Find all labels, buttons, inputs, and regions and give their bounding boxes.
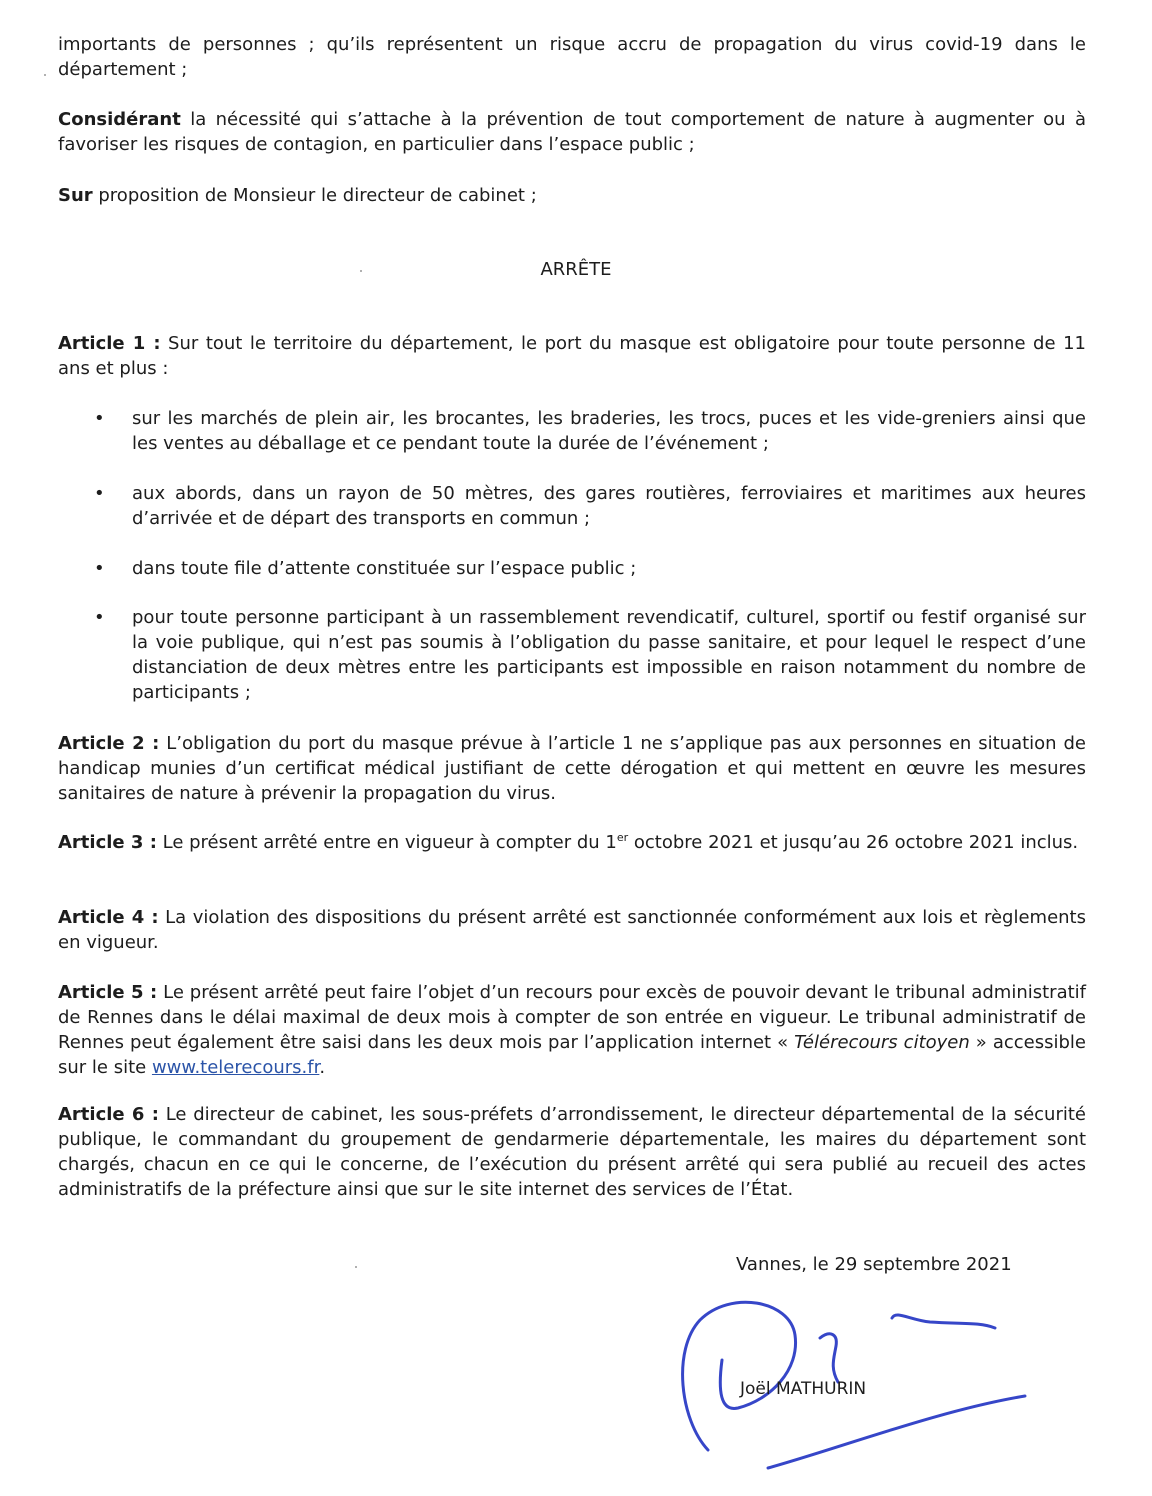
telerecours-app-name: Télérecours citoyen <box>794 1032 970 1053</box>
article-4-lead: Article 4 : <box>58 907 159 928</box>
sur-lead: Sur <box>58 185 93 206</box>
bullet-icon: • <box>94 558 105 579</box>
scan-speck <box>355 1266 357 1268</box>
article-3: Article 3 : Le présent arrêté entre en vigueur à compter du 1er octobre 2021 et jusqu’au 26 octobre 2021 inclus. <box>58 831 1079 853</box>
bullet-icon: • <box>94 408 105 429</box>
article-1-bullet-3: dans toute file d’attente constituée sur l’espace public ; <box>132 558 637 579</box>
article-4: Article 4 : La violation des dispositions du présent arrêté est sanctionnée conformément aux lois et règlements en vigueur. <box>58 907 1086 953</box>
article-2: Article 2 : L’obligation du port du masque prévue à l’article 1 ne s’applique pas aux personnes en situation de handicap munies d’un certificat médical justifiant de cette dérogation et qui mettent en œuvre les mesures sanitaires de nature à prévenir la propagation du virus. <box>58 733 1087 804</box>
article-6-lead: Article 6 : <box>58 1104 159 1125</box>
bullet-icon: • <box>94 607 105 628</box>
considerant-lead: Considérant <box>58 109 181 130</box>
sur-proposition-paragraph: Sur proposition de Monsieur le directeur de cabinet ; <box>58 185 537 206</box>
article-1: Article 1 : Sur tout le territoire du département, le port du masque est obligatoire pour toute personne de 11 ans et plus : <box>58 333 1086 379</box>
article-1-lead: Article 1 : <box>58 333 161 354</box>
article-6: Article 6 : Le directeur de cabinet, les sous-préfets d’arrondissement, le directeur départemental de la sécurité publique, le commandant du groupement de gendarmerie départementale, les maires du département sont chargés, chacun en ce qui le concerne, de l’exécution du présent arrêté qui sera publié au recueil des actes administratifs de la préfecture ainsi que sur le site internet des services de l’État. <box>58 1104 1086 1200</box>
intro-paragraph: importants de personnes ; qu’ils représentent un risque accru de propagation du virus covid-19 dans le département ; <box>58 34 1086 80</box>
article-5-lead: Article 5 : <box>58 982 158 1003</box>
considerant-paragraph: Considérant la nécessité qui s’attache à la prévention de tout comportement de nature à augmenter ou à favoriser les risques de contagion, en particulier dans l’espace public ; <box>58 109 1086 155</box>
telerecours-link[interactable]: www.telerecours.fr <box>151 1057 320 1078</box>
article-1-bullet-4: pour toute personne participant à un rassemblement revendicatif, culturel, sportif ou festif organisé sur la voie publique, qui n’est pas soumis à l’obligation du passe sanitaire, et pour lequel le respect d’une distanciation de deux mètres entre les participants est impossible en raison notamment du nombre de participants ; <box>132 607 1086 703</box>
article-1-bullet-2: aux abords, dans un rayon de 50 mètres, des gares routières, ferroviaires et maritimes aux heures d’arrivée et de départ des transports en commun ; <box>132 483 1086 529</box>
bullet-icon: • <box>94 483 105 504</box>
article-1-bullet-1: sur les marchés de plein air, les brocantes, les braderies, les trocs, puces et les vide-greniers ainsi que les ventes au déballage et ce pendant toute la durée de l’événement ; <box>132 408 1086 454</box>
place-and-date: Vannes, le 29 septembre 2021 <box>736 1254 1012 1275</box>
arrete-heading: ARRÊTE <box>540 259 612 280</box>
article-2-lead: Article 2 : <box>58 733 160 754</box>
article-3-lead: Article 3 : <box>58 832 157 853</box>
article-5: Article 5 : Le présent arrêté peut faire l’objet d’un recours pour excès de pouvoir devant le tribunal administratif de Rennes dans le délai maximal de deux mois à compter de son entrée en vigueur. Le tribunal administratif de Rennes peut également être saisi dans les deux mois par l’application internet « Télérecours citoyen » accessible sur le site www.telerecours.fr. <box>58 982 1086 1078</box>
signatory-name: Joël MATHURIN <box>740 1379 867 1399</box>
scan-speck <box>360 270 362 272</box>
scan-speck <box>44 74 46 76</box>
